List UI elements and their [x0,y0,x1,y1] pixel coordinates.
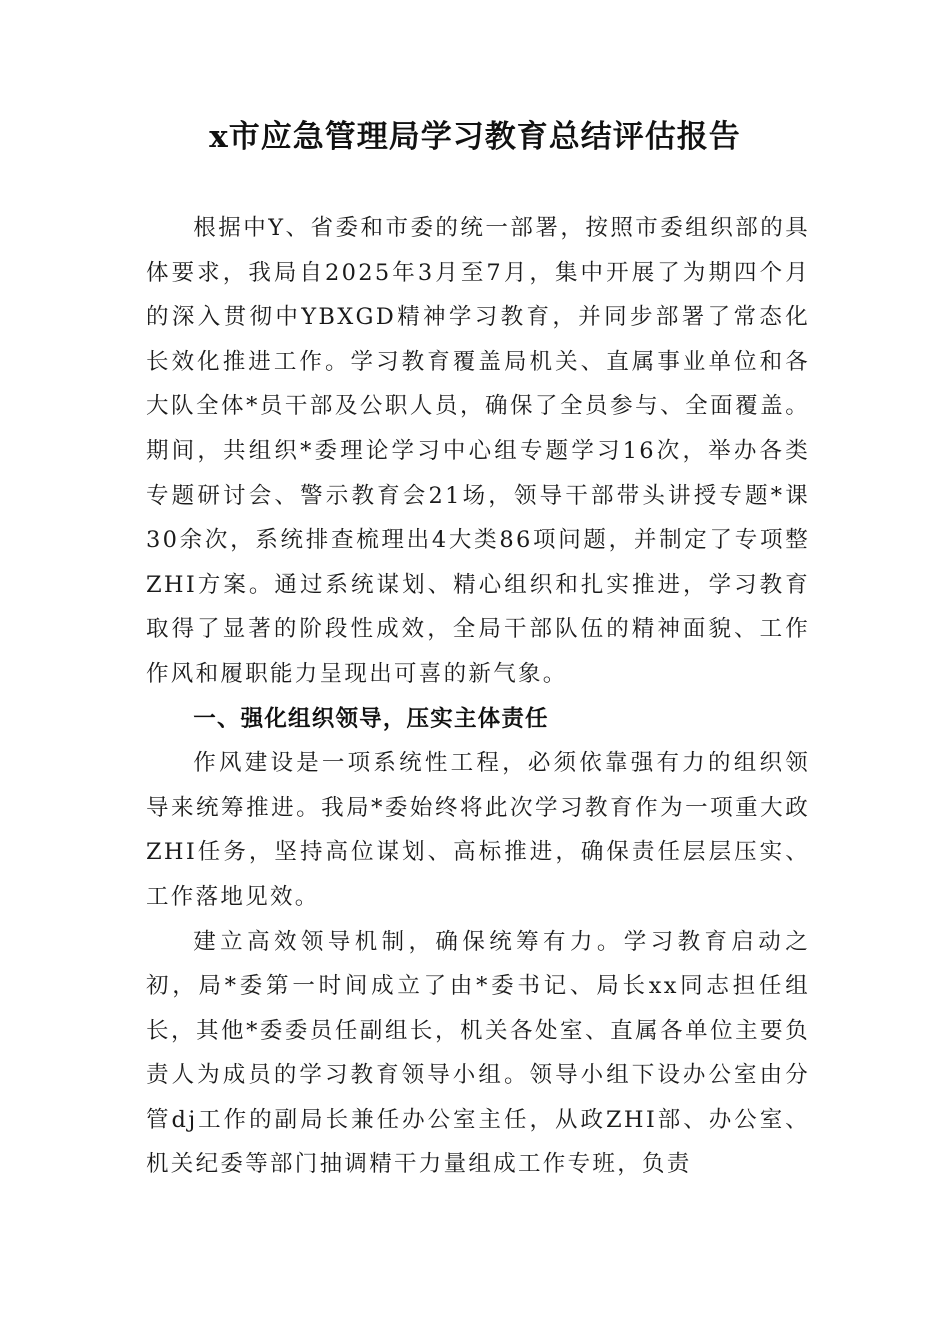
section-paragraph: 建立高效领导机制，确保统筹有力。学习教育启动之初，局*委第一时间成立了由*委书记、局长xx同志担任组长，其他*委委员任副组长，机关各处室、直属各单位主要负责人为成员的学习教育领导小组。领导小组下设办公室由分管dj工作的副局长兼任办公室主任，从政ZHI部、办公室、机关纪委等部门抽调精干力量组成工作专班，负责 [146,928,810,1178]
section-paragraph: 作风建设是一项系统性工程，必须依靠强有力的组织领导来统筹推进。我局*委始终将此次学习教育作为一项重大政ZHI任务，坚持高位谋划、高标推进，确保责任层层压实、工作落地见效。 [146,750,810,910]
intro-paragraph: 根据中Y、省委和市委的统一部署，按照市委组织部的具体要求，我局自2025年3月至7月，集中开展了为期四个月的深入贯彻中YBXGD精神学习教育，并同步部署了常态化长效化推进工作。学习教育覆盖局机关、直属事业单位和各大队全体*员干部及公职人员，确保了全员参与、全面覆盖。期间，共组织*委理论学习中心组专题学习16次，举办各类专题研讨会、警示教育会21场，领导干部带头讲授专题*课30余次，系统排查梳理出4大类86项问题，并制定了专项整ZHI方案。通过系统谋划、精心组织和扎实推进，学习教育取得了显著的阶段性成效，全局干部队伍的精神面貌、工作作风和履职能力呈现出可喜的新气象。 [146,215,810,687]
document-body [146,206,810,1187]
section-heading: 一、强化组织领导，压实主体责任 [193,705,549,732]
document-title: x市应急管理局学习教育总结评估报告 [209,119,741,155]
